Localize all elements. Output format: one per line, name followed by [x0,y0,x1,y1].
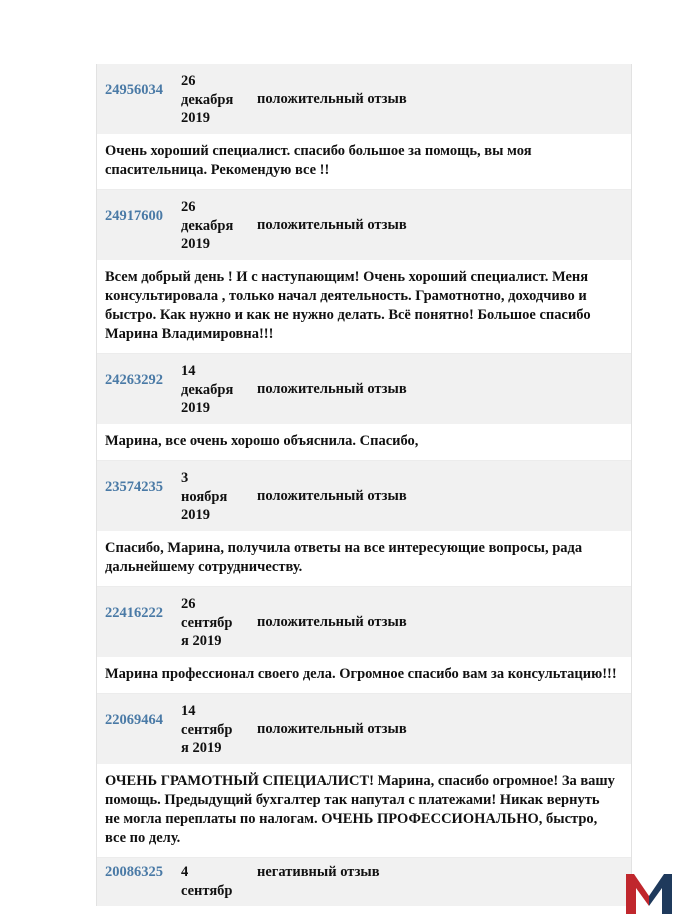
review-text: Спасибо, Марина, получила ответы на все интересующие вопросы, рада дальнейшему сотрудничеству. [97,531,631,587]
review-type: положительный отзыв [257,217,407,233]
review-header [97,190,631,260]
review-type: положительный отзыв [257,91,407,107]
review-id-link[interactable]: 23574235 [105,479,163,495]
review-header [97,694,631,764]
m-logo-icon [624,872,674,916]
review-text: Марина, все очень хорошо объяснила. Спасибо, [97,424,631,461]
review-date: 26 декабря 2019 [181,73,234,126]
review-id-link[interactable]: 24956034 [105,82,163,98]
review-date: 14 сентябр я 2019 [181,703,233,756]
review-text: ОЧЕНЬ ГРАМОТНЫЙ СПЕЦИАЛИСТ! Марина, спасибо огромное! За вашу помощь. Предыдущий бухгалтер так напутал с платежами! Никак вернуть не могла переплаты по налогам. ОЧЕНЬ ПРОФЕССИОНАЛЬНО, быстро, все по делу. [97,764,631,858]
review-header [97,587,631,657]
review-header [97,354,631,424]
review-header [97,858,631,906]
review-date: 14 декабря 2019 [181,363,234,416]
review-id-link[interactable]: 22416222 [105,605,163,621]
review-id-link[interactable]: 22069464 [105,712,163,728]
review-date: 4 сентябр [181,864,233,899]
review-date: 3 ноября 2019 [181,470,228,523]
reviews-table [96,64,632,906]
review-type: положительный отзыв [257,721,407,737]
review-date: 26 декабря 2019 [181,199,234,252]
review-type: положительный отзыв [257,381,407,397]
review-id-link[interactable]: 24917600 [105,208,163,224]
review-id-link[interactable]: 20086325 [105,864,163,880]
review-text: Всем добрый день ! И с наступающим! Очень хороший специалист. Меня консультировала , только начал деятельность. Грамотнотно, доходчиво и быстро. Как нужно и как не нужно делать. Всё понятно! Большое спасибо Марина Владимировна!!! [97,260,631,354]
review-type: негативный отзыв [257,864,380,880]
review-date: 26 сентябр я 2019 [181,596,233,649]
review-header [97,64,631,134]
review-type: положительный отзыв [257,488,407,504]
review-text: Очень хороший специалист. спасибо большое за помощь, вы моя спасительница. Рекомендую все !! [97,134,631,190]
review-text: Марина профессионал своего дела. Огромное спасибо вам за консультацию!!! [97,657,631,694]
review-type: положительный отзыв [257,614,407,630]
review-header [97,461,631,531]
review-id-link[interactable]: 24263292 [105,372,163,388]
